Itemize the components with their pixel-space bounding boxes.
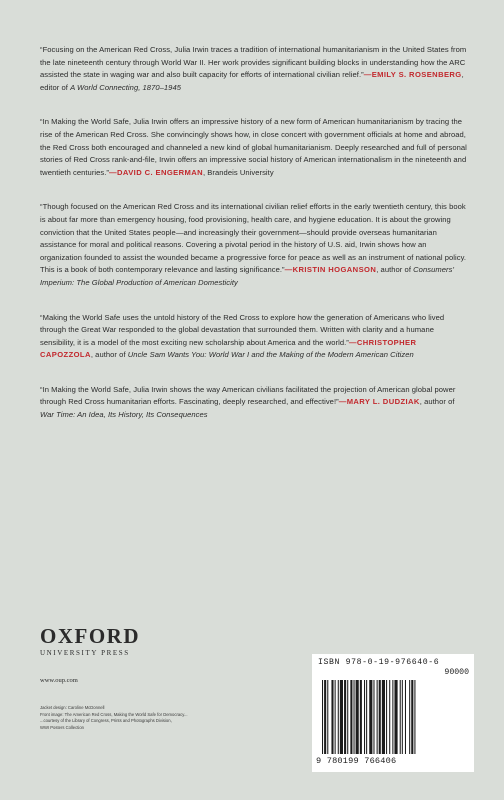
blurb-rosenberg <box>40 44 470 94</box>
blurb-book-title: War Time: An Idea, Its History, Its Consequences <box>40 410 208 420</box>
credit-line: Jacket design: Caroline McDonnell <box>40 705 105 710</box>
publisher-website: www.oup.com <box>40 677 78 684</box>
blurb-text: “Making the World Safe uses the untold history of the Red Cross to explore how the generation of Americans who lived through the Great War responded to the global devastation that surrounded them. Written with clarity and a humane sensibility, it is a model of the most exciting new scholarship about America and the world.” <box>40 312 445 347</box>
blurb-book-title: Consumers’ Imperium: The Global Production of American Domesticity <box>40 265 454 287</box>
blurb-hoganson <box>40 201 470 289</box>
barcode-digits: 9 780199 766406 <box>316 756 397 766</box>
blurb-author: —EMILY S. ROSENBERG <box>363 70 462 80</box>
blurb-affiliation: , author of <box>90 350 128 360</box>
credit-line: Front image: The American Red Cross, Making the World Safe for Democracy... <box>40 711 188 717</box>
blurb-author: —MARY L. DUDZIAK <box>338 397 420 407</box>
blurb-text: “Focusing on the American Red Cross, Julia Irwin traces a tradition of international humanitarianism in the United States from the late nineteenth century through World War II. Her work provides significant building blocks in understanding how the ARC assisted the state in waging war and also built capacity for efforts of international civilian relief.” <box>40 45 467 80</box>
blurb-affiliation: , author of <box>376 265 414 275</box>
blurb-affiliation: , Brandeis University <box>202 167 274 177</box>
blurb-book-title: A World Connecting, 1870–1945 <box>70 82 181 92</box>
publisher-name: OXFORD <box>40 624 140 648</box>
blurb-dudziak <box>40 384 470 422</box>
price-code: 90000 <box>444 668 469 677</box>
blurb-book-title: Uncle Sam Wants You: World War I and the Making of the Modern American Citizen <box>127 350 414 360</box>
publisher-subtitle: UNIVERSITY PRESS <box>40 649 130 657</box>
blurb-capozzola <box>40 312 470 362</box>
blurb-text: “In Making the World Safe, Julia Irwin offers an impressive history of a new form of American humanitarianism by tracing the rise of the American Red Cross. She convincingly shows how, in close concert with government officials at home and abroad, the Red Cross both encouraged and channeled a new kind of global humanitarianism. Deeply researched and full of personal stories of Red Cross rank-and-file, Irwin offers an impressive social history of American internationalism in the nineteenth and twentieth centuries.” <box>40 117 467 177</box>
credit-line: ...courtesy of the Library of Congress, Prints and Photographs Division, <box>40 718 172 724</box>
jacket-credits <box>40 705 290 731</box>
blurb-author: —DAVID C. ENGERMAN <box>109 167 203 177</box>
endorsements <box>40 44 470 444</box>
isbn-barcode <box>312 654 474 772</box>
publisher-logo <box>40 625 200 657</box>
blurb-text: “Though focused on the American Red Cross and its international civilian relief efforts in the early twentieth century, this book is about far more than emergency housing, food provisioning, health care, and hygiene education. It is about the growing conviction that the United States people—and increasingly their government—should provide overseas humanitarian assistance for moral and political reasons. Covering a pivotal period in the history of U.S. aid, Irwin shows how an organization founded to assist the wounded became a progressive force for peace as well as an instrument of national policy. This is a book of both contemporary relevance and lasting significance.” <box>40 202 467 275</box>
blurb-affiliation: , author of <box>419 397 455 407</box>
blurb-author: —KRISTIN HOGANSON <box>284 265 377 275</box>
blurb-text: “In Making the World Safe, Julia Irwin shows the way American civilians facilitated the projection of American global power through Red Cross humanitarian efforts. Fascinating, deeply researched, and effective!” <box>40 384 456 407</box>
blurb-affiliation: , editor of <box>40 70 464 92</box>
blurb-engerman <box>40 116 470 179</box>
credit-line: WWI Posters Collection <box>40 724 84 730</box>
barcode-bars <box>320 680 466 756</box>
blurb-author: —CHRISTOPHER CAPOZZOLA <box>40 337 417 360</box>
isbn-number: ISBN 978-0-19-976640-6 <box>318 658 440 667</box>
